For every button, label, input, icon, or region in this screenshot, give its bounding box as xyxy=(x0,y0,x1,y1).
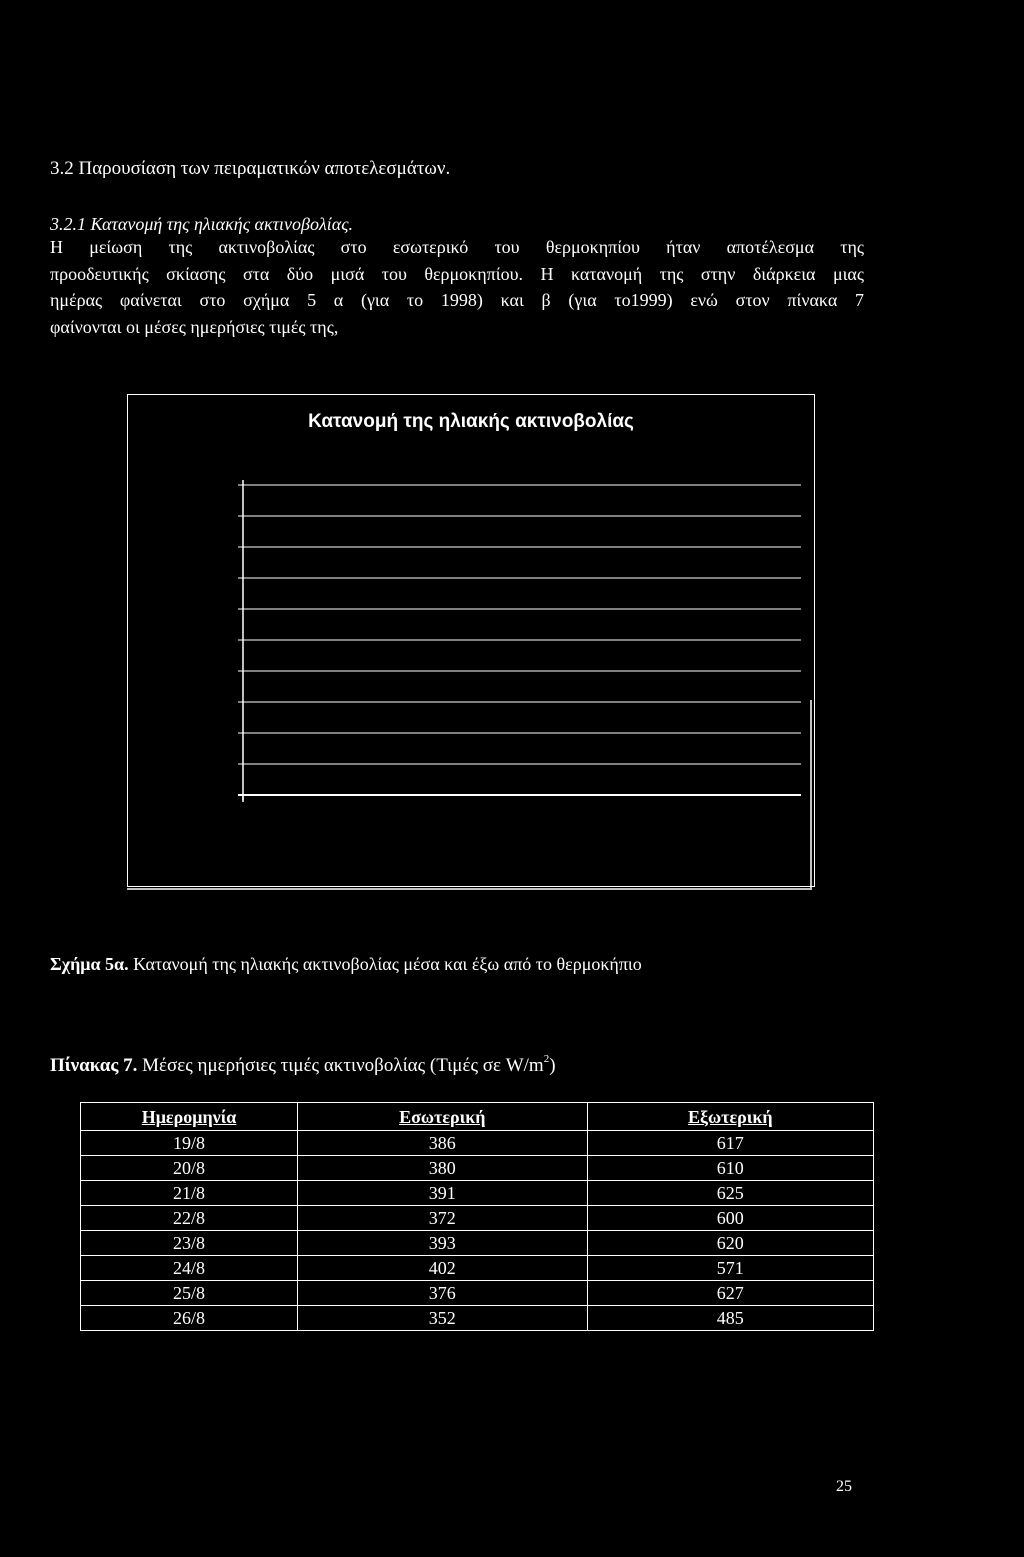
paragraph-line: προοδευτικής σκίασης στα δύο μισά του θερμοκηπίου. Η κατανομή της στην διάρκεια μιας xyxy=(50,263,864,284)
figure-caption-label: Σχήμα 5α. xyxy=(50,954,129,974)
table-row xyxy=(81,1231,874,1256)
table-row xyxy=(81,1206,874,1231)
cell-internal: 393 xyxy=(298,1231,587,1256)
cell-internal: 402 xyxy=(298,1256,587,1281)
header-internal: Εσωτερική xyxy=(298,1103,587,1131)
table-row xyxy=(81,1281,874,1306)
cell-external: 620 xyxy=(587,1231,873,1256)
table-caption-label: Πίνακας 7. xyxy=(50,1055,138,1076)
cell-date: 26/8 xyxy=(81,1306,298,1331)
paragraph-line: ημέρας φαίνεται στο σχήμα 5 α (για το 1998) και β (για το1999) ενώ στον πίνακα 7 xyxy=(50,290,864,310)
header-date: Ημερομηνία xyxy=(81,1103,298,1131)
subsection-heading: 3.2.1 Κατανομή της ηλιακής ακτινοβολίας. xyxy=(50,214,354,234)
table-caption-text: Μέσες ημερήσιες τιμές ακτινοβολίας (Τιμές σε W/m xyxy=(137,1055,544,1076)
header-external: Εξωτερική xyxy=(587,1103,873,1131)
table-header-row xyxy=(81,1103,874,1131)
cell-external: 627 xyxy=(587,1281,873,1306)
table-caption-superscript: 2 xyxy=(543,1053,550,1065)
cell-date: 23/8 xyxy=(81,1231,298,1256)
table-caption xyxy=(50,1055,556,1077)
cell-date: 25/8 xyxy=(81,1281,298,1306)
table-row xyxy=(81,1131,874,1156)
cell-external: 571 xyxy=(587,1256,873,1281)
cell-internal: 380 xyxy=(298,1156,587,1181)
cell-external: 617 xyxy=(587,1131,873,1156)
table-row xyxy=(81,1256,874,1281)
figure-caption-text: Κατανομή της ηλιακής ακτινοβολίας μέσα και έξω από το θερμοκήπιο xyxy=(128,954,642,974)
radiation-table xyxy=(80,1102,874,1331)
cell-date: 21/8 xyxy=(81,1181,298,1206)
cell-date: 24/8 xyxy=(81,1256,298,1281)
table-row xyxy=(81,1306,874,1331)
cell-external: 610 xyxy=(587,1156,873,1181)
cell-external: 625 xyxy=(587,1181,873,1206)
cell-date: 19/8 xyxy=(81,1131,298,1156)
cell-date: 22/8 xyxy=(81,1206,298,1231)
figure-caption xyxy=(50,954,642,975)
cell-date: 20/8 xyxy=(81,1156,298,1181)
cell-internal: 391 xyxy=(298,1181,587,1206)
paragraph-line: φαίνονται οι μέσες ημερήσιες τιμές της, xyxy=(50,316,339,337)
page-number: 25 xyxy=(836,1478,852,1495)
cell-external: 600 xyxy=(587,1206,873,1231)
cell-external: 485 xyxy=(587,1306,873,1331)
section-heading: 3.2 Παρουσίαση των πειραματικών αποτελεσμάτων. xyxy=(50,158,451,179)
chart-title: Κατανομή της ηλιακής ακτινοβολίας xyxy=(308,411,634,432)
cell-internal: 372 xyxy=(298,1206,587,1231)
cell-internal: 386 xyxy=(298,1131,587,1156)
table-caption-end: ) xyxy=(549,1055,556,1076)
cell-internal: 376 xyxy=(298,1281,587,1306)
cell-internal: 352 xyxy=(298,1306,587,1331)
table-row xyxy=(81,1181,874,1206)
paragraph-line: Η μείωση της ακτινοβολίας στο εσωτερικό του θερμοκηπίου ήταν αποτέλεσμα της xyxy=(50,237,864,257)
table-row xyxy=(81,1156,874,1181)
